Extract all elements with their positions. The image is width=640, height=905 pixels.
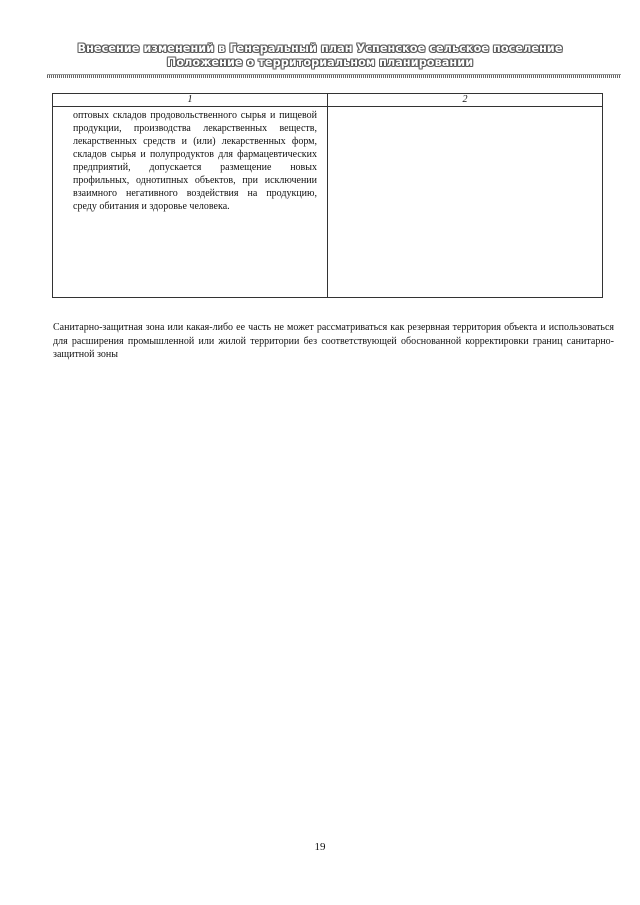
content-table <box>52 93 603 298</box>
header-divider <box>47 74 621 78</box>
table-header-row <box>53 94 603 107</box>
header-subtitle: Положение о территориальном планировании <box>166 56 474 69</box>
body-paragraph: Санитарно-защитная зона или какая-либо ее часть не может рассматриваться как резервная территория объекта и использоваться для расширения промышленной или жилой территории без соответствующей обоснованной корректировки границ санитарно-защитной зоны <box>53 322 614 360</box>
cell-text: оптовых складов продовольственного сырья и пищевой продукции, производства лекарственных веществ, лекарственных средств и (или) лекарственных форм, складов сырья и полупродуктов для фармацевтических предприятий, допускается размещение новых профильных, однотипных объектов, при исключении взаимного негативного воздействия на продукцию, среду обитания и здоровье человека. <box>73 110 317 212</box>
page-number: 19 <box>314 841 326 853</box>
column-header-1: 1 <box>53 94 328 107</box>
cell-text-empty <box>328 107 602 109</box>
table-cell-2 <box>328 107 603 298</box>
table-cell-1 <box>53 107 328 298</box>
header-title: Внесение изменений в Генеральный план Успенское сельское поселение <box>77 42 563 55</box>
page-header <box>0 42 640 70</box>
table-row <box>53 107 603 298</box>
column-header-2: 2 <box>328 94 603 107</box>
